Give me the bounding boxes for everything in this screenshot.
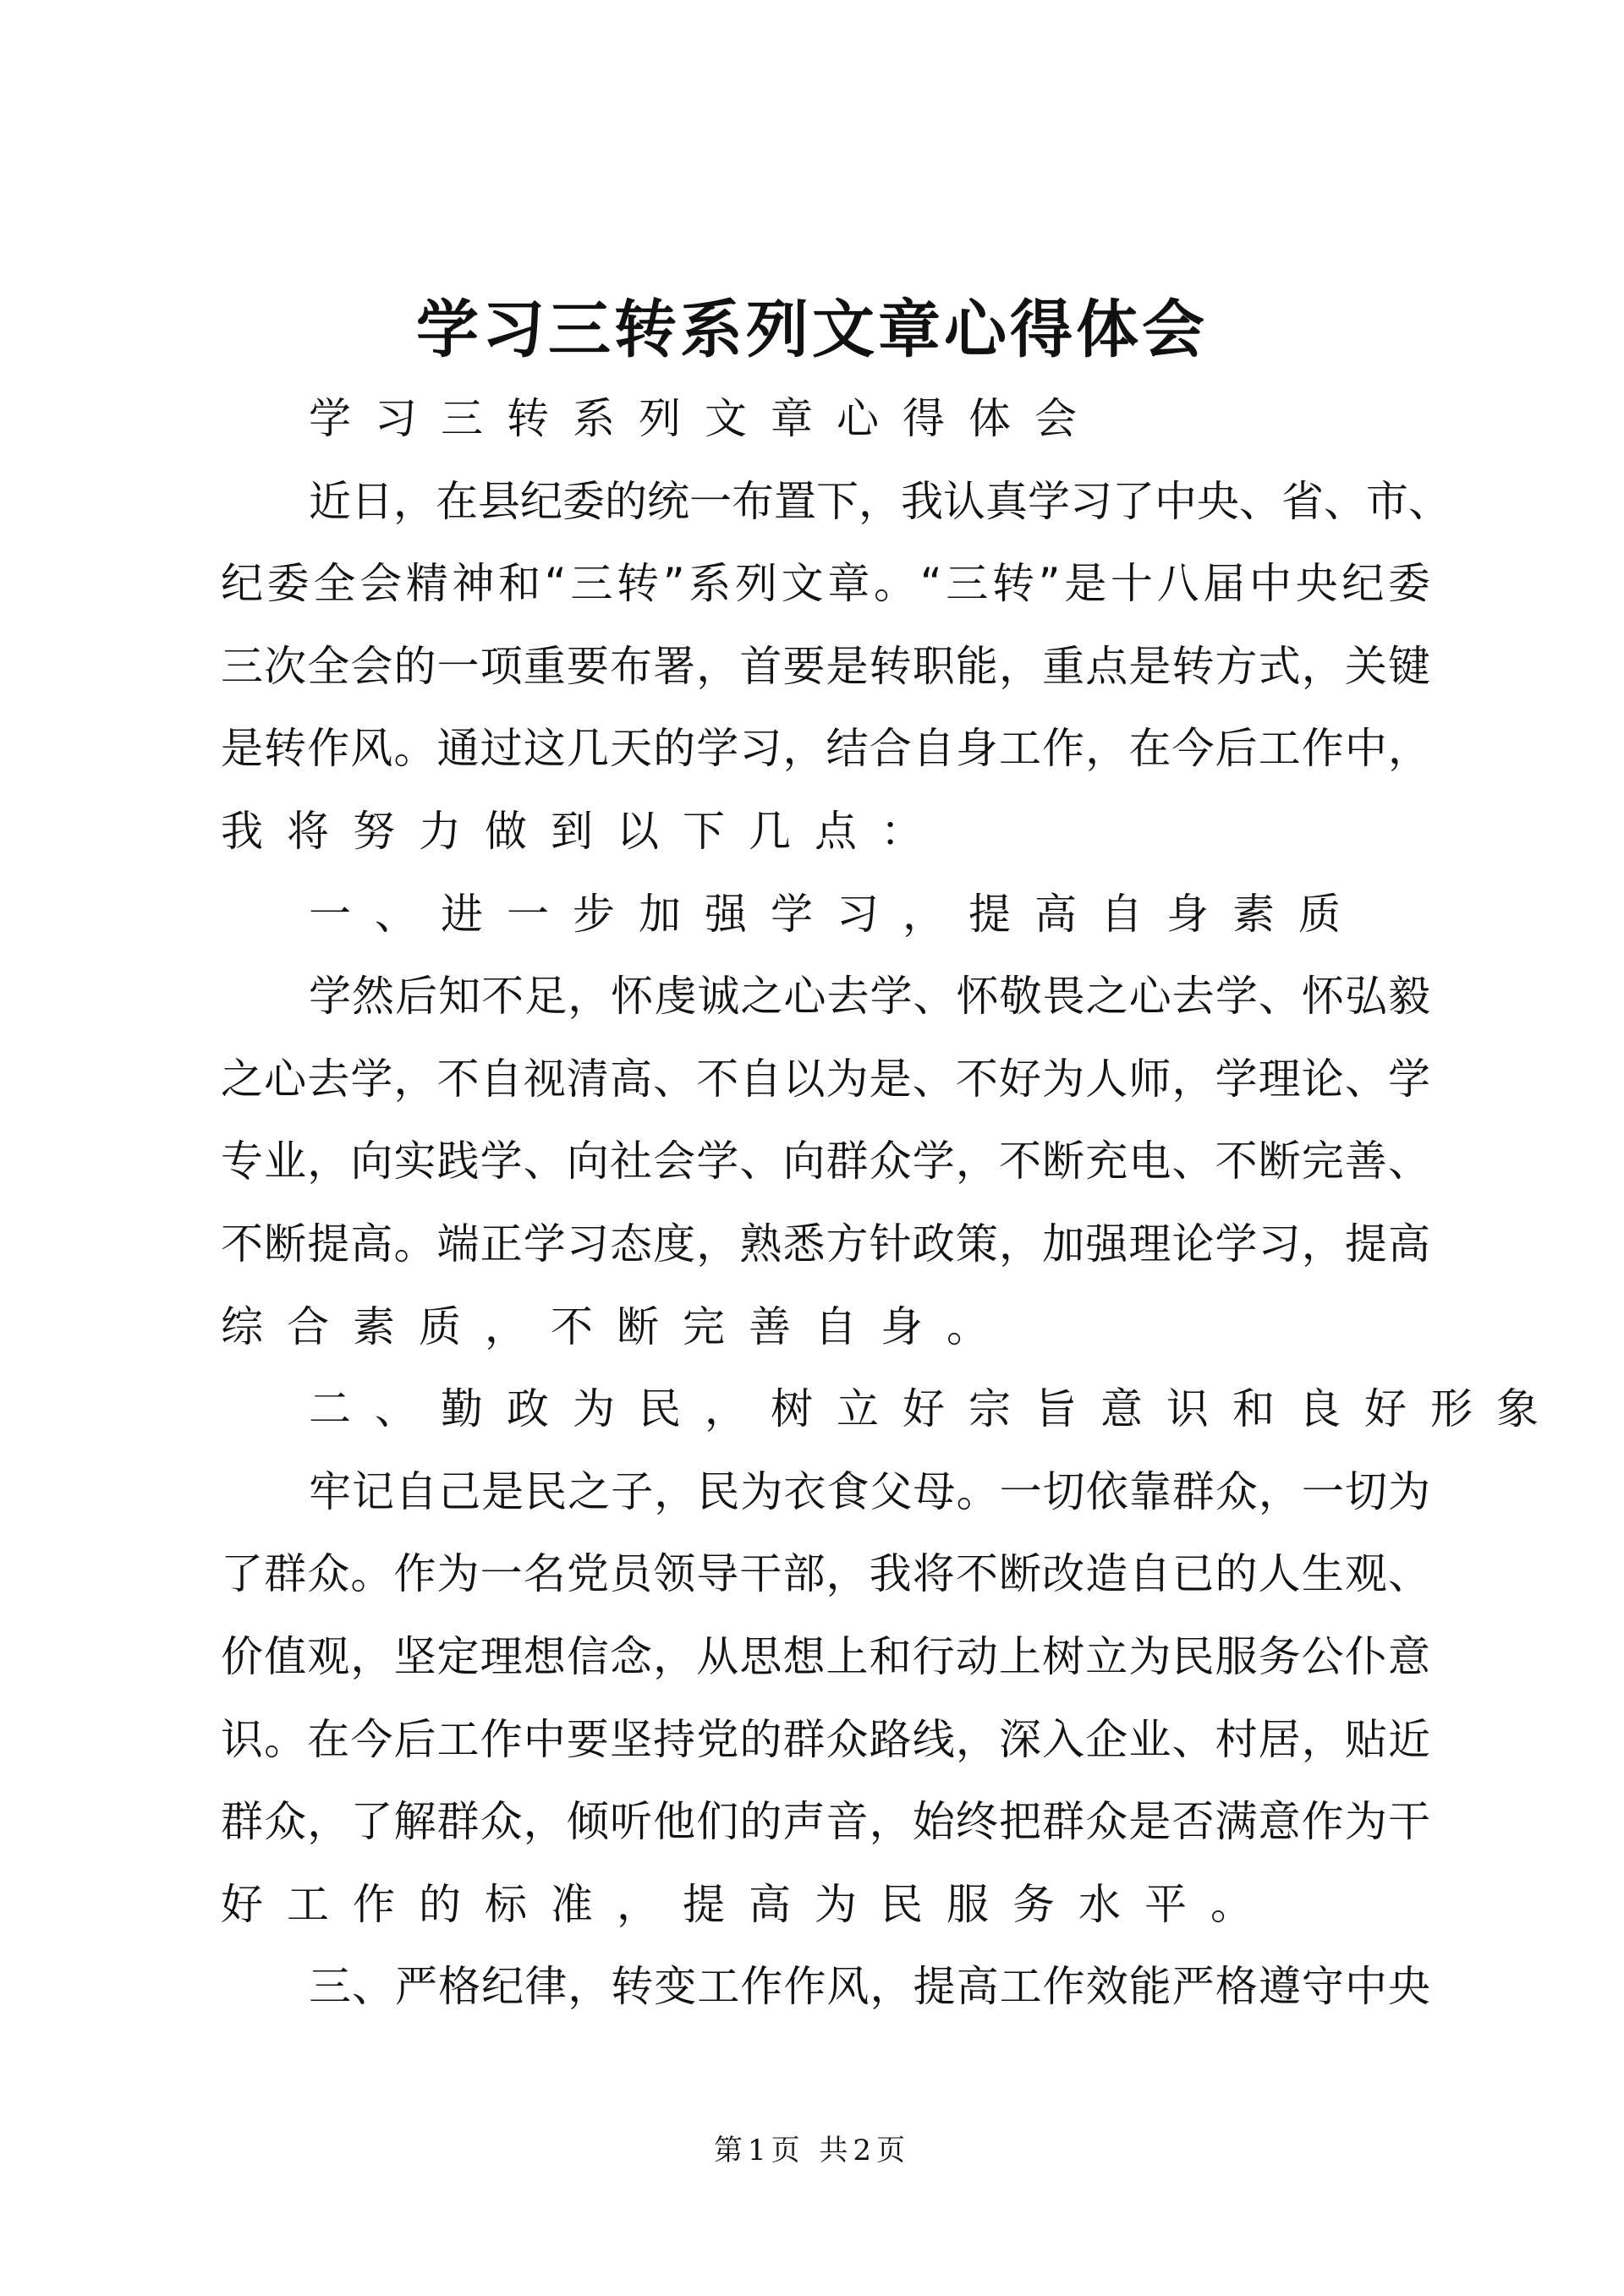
- text-line: 好工作的标准，提高为民服务水平。: [221, 1879, 1276, 1929]
- text-line: 学习三转系列文章心得体会: [309, 394, 1100, 443]
- text-line: 识。在今后工作中要坚持党的群众路线，深入企业、村居，贴近: [221, 1714, 1430, 1764]
- page-footer: 第1页 共2页: [713, 2134, 911, 2167]
- text-line: 了群众。作为一名党员领导干部，我将不断改造自已的人生观、: [221, 1549, 1430, 1599]
- text-line: 三、严格纪律，转变工作作风，提高工作效能严格遵守中央: [309, 1962, 1430, 2012]
- text-line: 专业，向实践学、向社会学、向群众学，不断充电、不断完善、: [221, 1137, 1430, 1186]
- text-line: 纪委全会精神和“三转”系列文章。“三转”是十八届中央纪委: [221, 559, 1430, 609]
- text-line: 学然后知不足，怀虔诚之心去学、怀敬畏之心去学、怀弘毅: [309, 972, 1430, 1022]
- document-body: [221, 378, 1562, 2029]
- text-line: 一、进一步加强学习，提高自身素质: [309, 889, 1364, 939]
- text-line: 综合素质，不断完善自身。: [221, 1301, 1012, 1351]
- text-line: 二、勤政为民，树立好宗旨意识和良好形象: [309, 1384, 1562, 1434]
- text-line: 之心去学，不自视清高、不自以为是、不好为人师，学理论、学: [221, 1054, 1430, 1104]
- text-line: 三次全会的一项重要布署，首要是转职能，重点是转方式，关键: [221, 641, 1430, 691]
- text-line: 不断提高。端正学习态度，熟悉方针政策，加强理论学习，提高: [221, 1219, 1430, 1269]
- text-line: 我将努力做到以下几点：: [221, 806, 946, 856]
- text-line: 近日，在县纪委的统一布置下，我认真学习了中央、省、市、: [309, 476, 1451, 526]
- text-line: 群众，了解群众，倾听他们的声音，始终把群众是否满意作为干: [221, 1797, 1430, 1847]
- text-line: 价值观，坚定理想信念，从思想上和行动上树立为民服务公仆意: [221, 1631, 1430, 1681]
- text-line: 是转作风。通过这几天的学习，结合自身工作，在今后工作中，: [221, 724, 1430, 774]
- document-title: 学习三转系列文章心得体会: [416, 293, 1208, 366]
- text-line: 牢记自己是民之子，民为衣食父母。一切依靠群众，一切为: [309, 1466, 1430, 1516]
